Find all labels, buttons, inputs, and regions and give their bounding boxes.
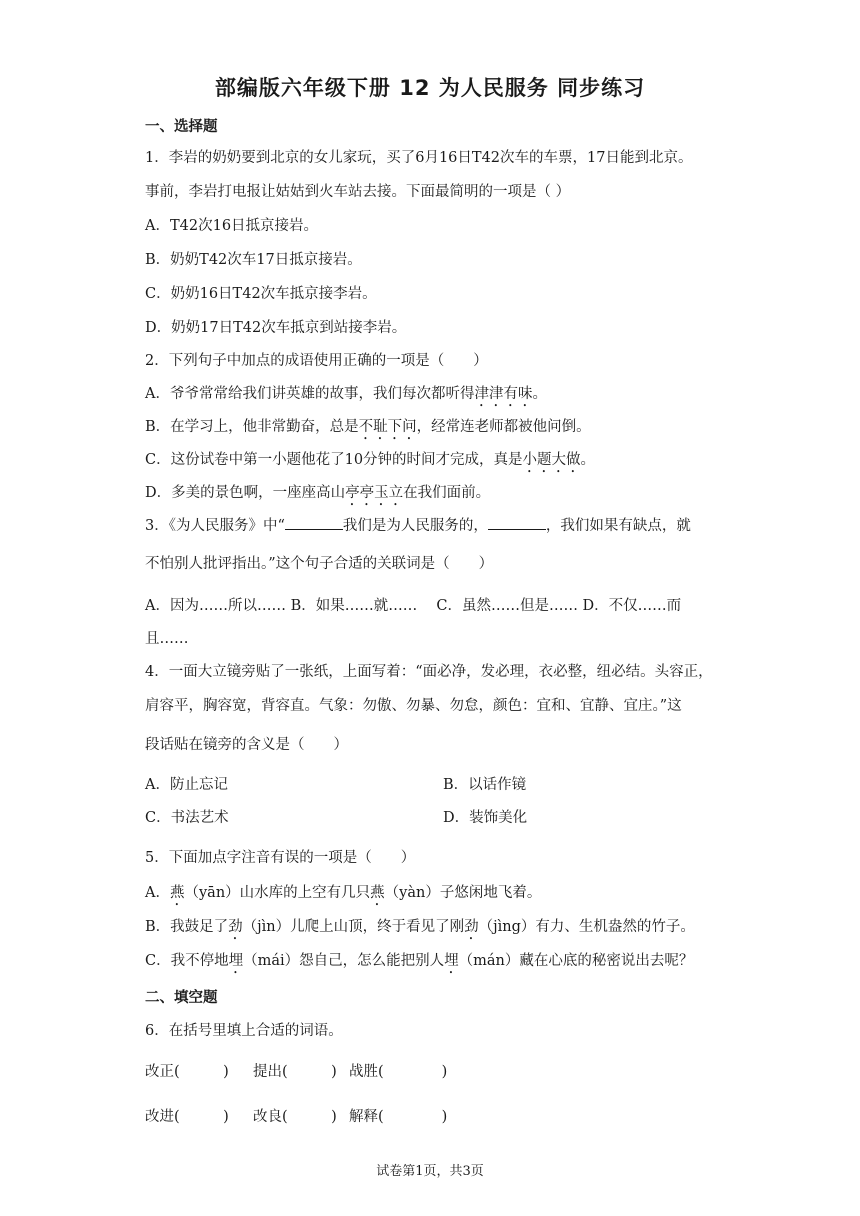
q3-blank-2[interactable] bbox=[488, 515, 546, 530]
q2-stem: 2．下列句子中加点的成语使用正确的一项是（ ） bbox=[145, 353, 488, 369]
q1-option-c: C．奶奶16日T42次车抵京接李岩。 bbox=[145, 286, 377, 302]
q2-b-end: ，经常连老师都被他问倒。 bbox=[416, 419, 591, 435]
q1-stem-line1: 1．李岩的奶奶要到北京的女儿家玩，买了6月16日T42次车的车票，17日能到北京。 bbox=[145, 150, 693, 166]
q5-b-char1: 劲 bbox=[228, 919, 243, 935]
q3-text-part3: ，我们如果有缺点，就 bbox=[545, 518, 691, 534]
q4-stem-line1: 4．一面大立镜旁贴了一张纸，上面写着：“面必净，发必理，衣必整，纽必结。头容正， bbox=[145, 664, 713, 680]
q5-option-a bbox=[145, 881, 541, 909]
q2-option-d bbox=[145, 481, 490, 509]
q2-d-idiom: 亭亭玉立 bbox=[345, 485, 404, 501]
q4-option-a: A．防止忘记 bbox=[145, 777, 228, 793]
q3-options-wrap: 且…… bbox=[145, 631, 189, 647]
q2-b-text: B．在学习上，他非常勤奋，总是 bbox=[145, 419, 359, 435]
q2-option-b bbox=[145, 415, 591, 443]
q2-d-end: 在我们面前。 bbox=[403, 485, 491, 501]
q5-a-end: （yàn）子悠闲地飞着。 bbox=[384, 885, 542, 901]
q3-text-part2: 我们是为人民服务的， bbox=[342, 518, 488, 534]
q5-b-mid: （jìn）儿爬上山顶，终于看见了刚 bbox=[242, 919, 465, 935]
q3-stem-line1 bbox=[145, 514, 691, 535]
q6-stem: 6．在括号里填上合适的词语。 bbox=[145, 1023, 343, 1039]
page-footer: 试卷第1页，共3页 bbox=[376, 1164, 484, 1179]
q5-stem: 5．下面加点字注音有误的一项是（ ） bbox=[145, 850, 416, 866]
q2-a-idiom: 津津有味 bbox=[474, 386, 533, 402]
q2-c-end: 。 bbox=[580, 452, 596, 468]
q4-stem-line2: 肩容平，胸容宽，背容直。气象：勿傲、勿暴、勿怠，颜色：宜和、宜静、宜庄。”这 bbox=[145, 698, 682, 714]
q5-option-c bbox=[145, 949, 693, 977]
q2-d-text: D．多美的景色啊，一座座高山 bbox=[145, 485, 346, 501]
q4-option-b: B．以话作镜 bbox=[443, 777, 527, 793]
q1-option-b: B．奶奶T42次车17日抵京接岩。 bbox=[145, 252, 362, 268]
q5-c-label: C．我不停地 bbox=[145, 953, 229, 969]
q5-c-end: （mán）藏在心底的秘密说出去呢？ bbox=[458, 953, 694, 969]
page-title: 部编版六年级下册 12 为人民服务 同步练习 bbox=[214, 76, 646, 100]
q5-a-mid: （yān）山水库的上空有几只 bbox=[184, 885, 371, 901]
q2-option-a bbox=[145, 382, 547, 410]
q5-c-char1: 埋 bbox=[228, 953, 244, 969]
q5-b-label: B．我鼓足了 bbox=[145, 919, 229, 935]
q3-blank-1[interactable] bbox=[285, 515, 343, 530]
q2-c-text: C．这份试卷中第一小题他花了10分钟的时间才完成，真是 bbox=[145, 452, 523, 468]
q6-blank-zhansheng[interactable]: 战胜( ) bbox=[349, 1064, 448, 1080]
q1-stem-line2: 事前，李岩打电报让姑姑到火车站去接。下面最简明的一项是（ ） bbox=[145, 184, 571, 200]
q2-a-end: 。 bbox=[532, 386, 547, 402]
q2-c-idiom: 小题大做 bbox=[522, 452, 581, 468]
q6-row-1 bbox=[145, 1060, 447, 1081]
q6-row-2 bbox=[145, 1105, 447, 1126]
q5-c-mid: （mái）怨自己，怎么能把别人 bbox=[243, 953, 445, 969]
section-fill-heading: 二、填空题 bbox=[145, 990, 218, 1006]
q5-b-char2: 劲 bbox=[464, 919, 479, 935]
q5-a-label: A． bbox=[145, 885, 170, 901]
q6-blank-tichu[interactable]: 提出( ) bbox=[253, 1064, 337, 1080]
q4-option-c: C．书法艺术 bbox=[145, 810, 229, 826]
section-choice-heading: 一、选择题 bbox=[145, 119, 218, 135]
q1-option-d: D．奶奶17日T42次车抵京到站接李岩。 bbox=[145, 320, 407, 336]
q6-blank-gailiang[interactable]: 改良( ) bbox=[253, 1109, 337, 1125]
q3-options: A．因为……所以…… B．如果……就…… C．虽然……但是…… D．不仅……而 bbox=[145, 598, 682, 614]
q6-blank-jieshi[interactable]: 解释( ) bbox=[349, 1109, 448, 1125]
q5-a-char1: 燕 bbox=[169, 885, 185, 901]
q2-a-text: A．爷爷常常给我们讲英雄的故事，我们每次都听得 bbox=[145, 386, 475, 402]
q2-b-idiom: 不耻下问 bbox=[358, 419, 417, 435]
q6-blank-gaijin[interactable]: 改进( ) bbox=[145, 1109, 229, 1125]
q1-option-a: A．T42次16日抵京接岩。 bbox=[145, 218, 319, 234]
q3-stem-line2: 不怕别人批评指出。”这个句子合适的关联词是（ ） bbox=[145, 556, 494, 572]
q2-option-c bbox=[145, 448, 595, 476]
q5-a-char2: 燕 bbox=[370, 885, 385, 901]
q5-b-end: （jìng）有力、生机盎然的竹子。 bbox=[478, 919, 695, 935]
q6-blank-gaizheng[interactable]: 改正( ) bbox=[145, 1064, 229, 1080]
q4-option-d: D．装饰美化 bbox=[443, 810, 528, 826]
q3-text-part1: 3．《为人民服务》中“ bbox=[145, 518, 285, 534]
q5-c-char2: 埋 bbox=[444, 953, 459, 969]
q5-option-b bbox=[145, 915, 695, 943]
q4-stem-line3: 段话贴在镜旁的含义是（ ） bbox=[145, 737, 348, 753]
